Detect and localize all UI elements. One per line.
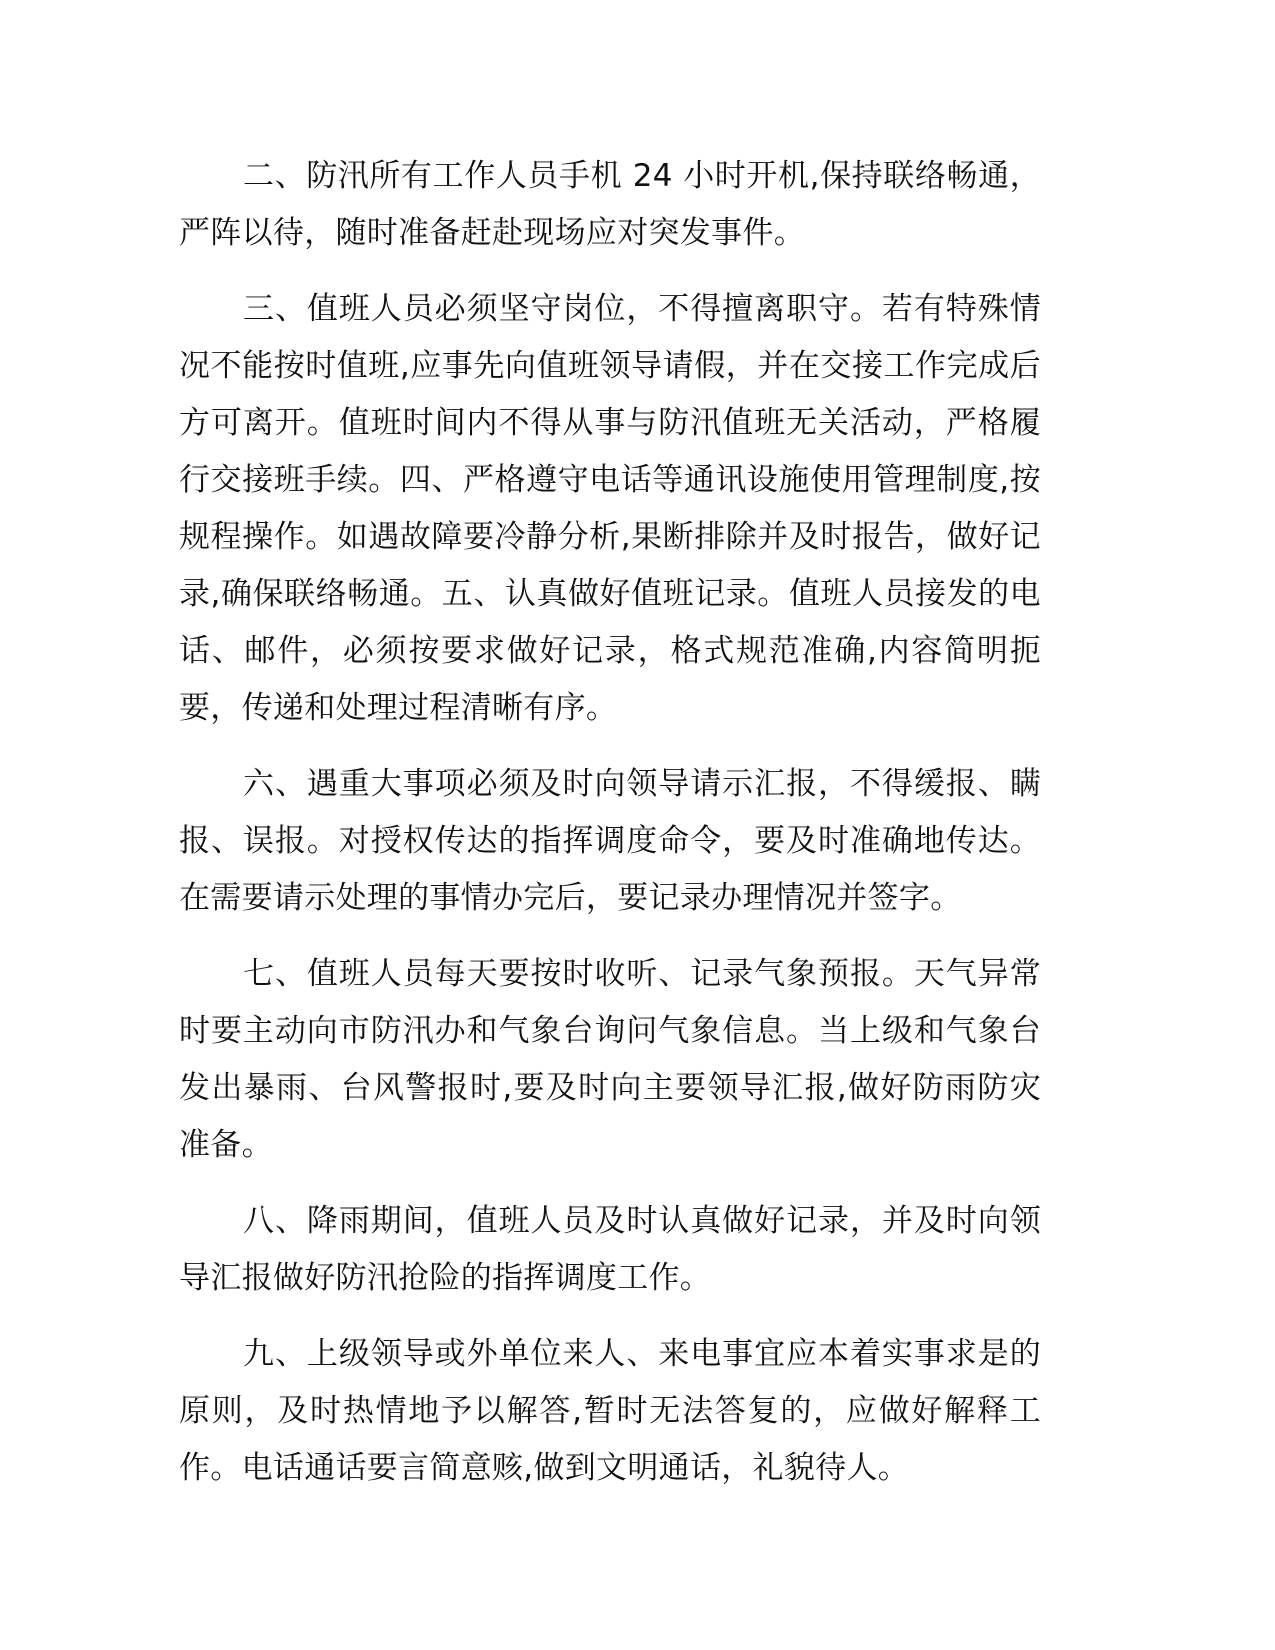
paragraph-7-weather-forecast: 七、值班人员每天要按时收听、记录气象预报。天气异常时要主动向市防汛办和气象台询问气象信息。当上级和气象台发出暴雨、台风警报时,要及时向主要领导汇报,做好防雨防灾准备。: [179, 956, 1041, 1163]
paragraph-6-report-major-events: 六、遇重大事项必须及时向领导请示汇报，不得缓报、瞒报、误报。对授权传达的指挥调度命令，要及时准确地传达。在需要请示处理的事情办完后，要记录办理情况并签字。: [179, 766, 1041, 916]
document-body: [179, 148, 1041, 1516]
paragraph-8-rainfall-period: 八、降雨期间，值班人员及时认真做好记录，并及时向领导汇报做好防汛抢险的指挥调度工作。: [179, 1203, 1041, 1296]
paragraph-9-visitors-and-calls: 九、上级领导或外单位来人、来电事宜应本着实事求是的原则，及时热情地予以解答,暂时无法答复的，应做好解释工作。电话通话要言简意赅,做到文明通话，礼貌待人。: [179, 1336, 1041, 1486]
paragraph-3-duty-post: 三、值班人员必须坚守岗位，不得擅离职守。若有特殊情况不能按时值班,应事先向值班领导请假，并在交接工作完成后方可离开。值班时间内不得从事与防汛值班无关活动，严格履行交接班手续。四、严格遵守电话等通讯设施使用管理制度,按规程操作。如遇故障要冷静分析,果断排除并及时报告，做好记录,确保联络畅通。五、认真做好值班记录。值班人员接发的电话、邮件，必须按要求做好记录，格式规范准确,内容简明扼要，传递和处理过程清晰有序。: [179, 291, 1041, 726]
paragraph-2-mobile-phones: 二、防汛所有工作人员手机 24 小时开机,保持联络畅通，严阵以待，随时准备赶赴现场应对突发事件。: [179, 158, 1041, 251]
